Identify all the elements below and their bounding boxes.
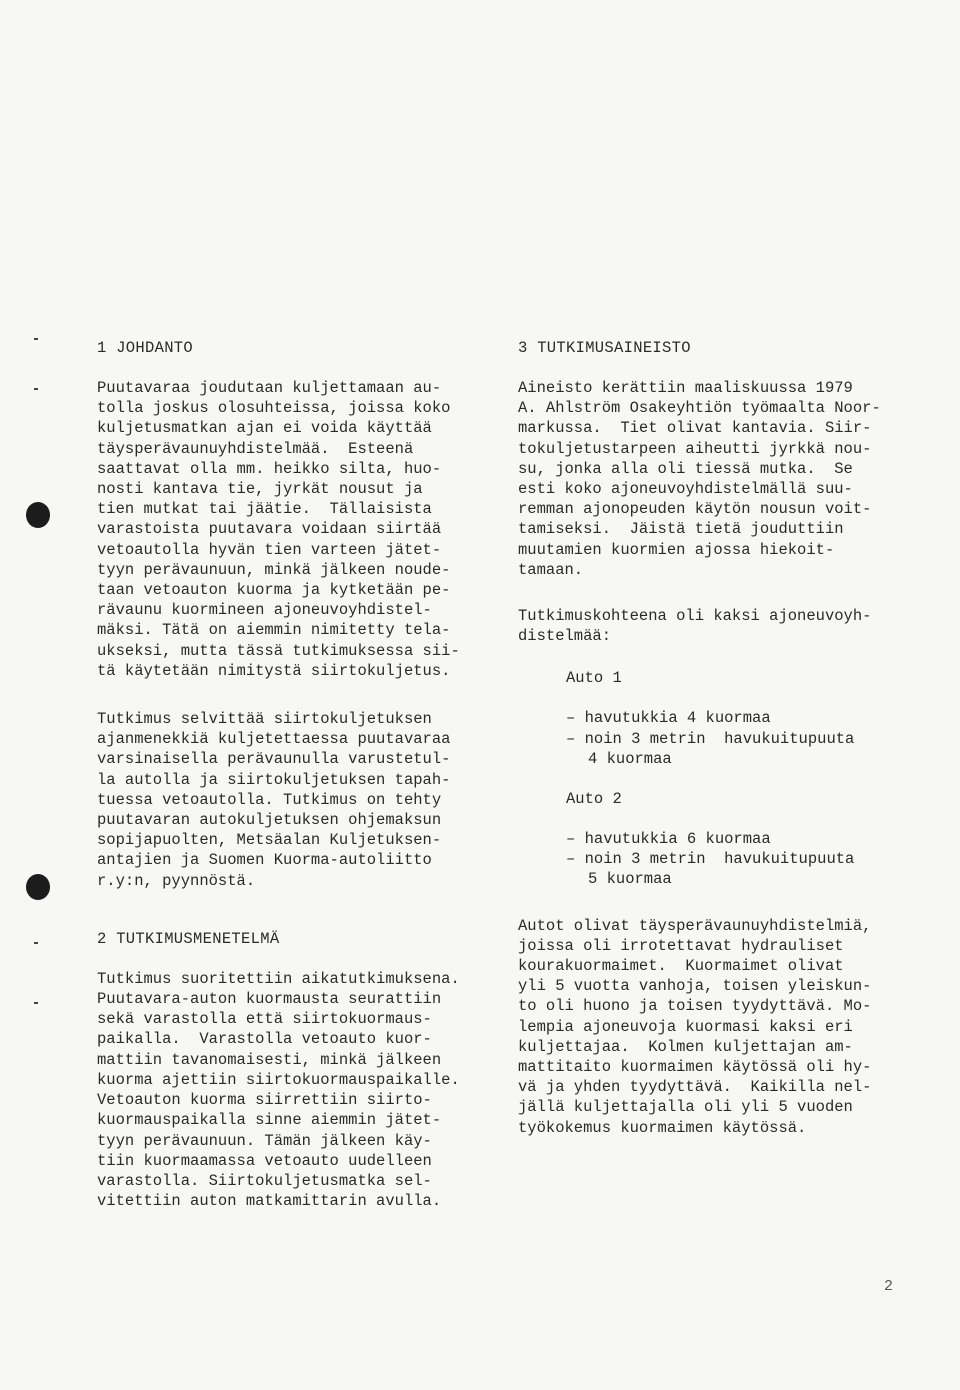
text-line: tamaan. — [518, 560, 584, 579]
text-line: jällä kuljettajalla oli yli 5 vuoden — [518, 1098, 853, 1117]
text-line: antajien ja Suomen Kuorma-autoliitto — [97, 851, 432, 870]
text-line: A. Ahlström Osakeyhtiön työmaalta Noor- — [518, 399, 881, 418]
text-line: kuormauspaikalla sinne aiemmin jätet- — [97, 1111, 442, 1130]
text-line: to oli huono ja toisen tyydyttävä. Mo- — [518, 997, 872, 1016]
list-item: – havutukkia 6 kuormaa — [566, 830, 771, 849]
text-line: Vetoauton kuorma siirrettiin siirto- — [97, 1091, 432, 1110]
text-line: ukseksi, mutta tässä tutkimuksessa sii- — [97, 641, 460, 660]
text-line: vitettiin auton matkamittarin avulla. — [97, 1192, 442, 1211]
text-line: työkokemus kuormaimen käytössä. — [518, 1118, 807, 1137]
list-item: – noin 3 metrin havukuitupuuta — [566, 850, 855, 869]
text-line: remman ajonopeuden käytön nousun voit- — [518, 500, 872, 519]
text-line: sekä varastolla että siirtokuormaus- — [97, 1010, 432, 1029]
section-heading-menetelma: 2 TUTKIMUSMENETELMÄ — [97, 929, 280, 948]
text-line: saattavat olla mm. heikko silta, huo- — [97, 459, 442, 478]
section-heading-aineisto: 3 TUTKIMUSAINEISTO — [518, 339, 691, 357]
auto2-list — [566, 829, 903, 890]
paragraph-johdanto — [97, 378, 492, 681]
text-line: kuorma ajettiin siirtokuormauspaikalle. — [97, 1070, 460, 1089]
right-column — [518, 338, 903, 1160]
list-item: – havutukkia 4 kuormaa — [566, 709, 771, 728]
text-line: mäksi. Tätä on aiemmin nimitetty tela- — [97, 621, 451, 640]
auto2-title: Auto 2 — [566, 790, 622, 809]
text-line: tyyn perävaunuun. Tämän jälkeen käy- — [97, 1131, 432, 1150]
text-line: Aineisto kerättiin maaliskuussa 1979 — [518, 379, 853, 397]
margin-tick — [34, 1002, 38, 1004]
text-line: sopijapuolten, Metsäalan Kuljetuksen- — [97, 831, 442, 850]
text-line: tolla joskus olosuhteissa, joissa koko — [97, 399, 451, 418]
text-line: Puutavaraa joudutaan kuljettamaan au- — [97, 379, 442, 397]
text-line: varastoista puutavara voidaan siirtää — [97, 520, 442, 539]
text-line: r.y:n, pyynnöstä. — [97, 871, 256, 890]
text-line: kourakuormaimet. Kuormaimet olivat — [518, 957, 844, 976]
text-line: Tutkimuskohteena oli kaksi ajoneuvoyh- — [518, 607, 872, 626]
text-line: Autot olivat täysperävaunuyhdistelmiä, — [518, 916, 872, 935]
page-number: 2 — [884, 1278, 894, 1295]
text-line: tyyn perävaunuun, minkä jälkeen noude- — [97, 560, 451, 579]
text-line: kuljettajaa. Kolmen kuljettajan am- — [518, 1037, 853, 1056]
text-line: yli 5 vuotta vanhoja, toisen yleiskun- — [518, 977, 872, 996]
text-line: rävaunu kuormineen ajoneuvoyhdistel- — [97, 601, 432, 620]
text-line: mattiin tavanomaisesti, minkä jälkeen — [97, 1050, 442, 1069]
text-line: esti koko ajoneuvoyhdistelmällä suu- — [518, 480, 853, 499]
auto1-title: Auto 1 — [566, 669, 622, 688]
margin-tick — [34, 388, 38, 390]
text-line: joissa oli irrotettavat hydrauliset — [518, 936, 844, 955]
paragraph-kuormaimet — [518, 916, 903, 1138]
text-line: Tutkimus selvittää siirtokuljetuksen — [97, 710, 432, 729]
left-column — [97, 338, 492, 1233]
text-line: vetoautolla hyvän tien varteen jätet- — [97, 540, 442, 559]
punch-hole-bottom — [26, 874, 50, 900]
text-line: Tutkimus suoritettiin aikatutkimuksena. — [97, 969, 460, 988]
text-line: mattitaito kuormaimen käytössä oli hy- — [518, 1058, 872, 1077]
text-line: varastolla. Siirtokuljetusmatka sel- — [97, 1171, 432, 1190]
text-line: tuessa vetoautolla. Tutkimus on tehty — [97, 790, 442, 809]
text-line: tiin kuormaamassa vetoauto uudelleen — [97, 1151, 432, 1170]
text-line: kuljetusmatkan ajan ei voida käyttää — [97, 419, 432, 438]
paragraph-menetelma — [97, 969, 492, 1211]
paragraph-aineisto — [518, 378, 903, 580]
text-line: ajanmenekkiä kuljetettaessa puutavaraa — [97, 730, 451, 749]
text-line: nosti kantava tie, jyrkät nousut ja — [97, 480, 423, 499]
text-line: Puutavara-auton kuormausta seurattiin — [97, 990, 442, 1009]
paragraph-tutkimus — [97, 709, 492, 891]
text-line: tokuljetustarpeen aiheutti jyrkkä nou- — [518, 439, 872, 458]
text-line: la autolla ja siirtokuljetuksen tapah- — [97, 770, 451, 789]
text-line: paikalla. Varastolla vetoauto kuor- — [97, 1030, 432, 1049]
list-item: 5 kuormaa — [588, 870, 672, 889]
paragraph-kohteet — [518, 606, 903, 646]
text-line: tä käytetään nimitystä siirtokuljetus. — [97, 661, 451, 680]
text-line: muutamien kuormien ajossa hiekoit- — [518, 540, 835, 559]
text-line: taan vetoauton kuorma ja kytketään pe- — [97, 581, 451, 600]
text-line: täysperävaunuyhdistelmää. Esteenä — [97, 439, 414, 458]
list-item: 4 kuormaa — [588, 749, 672, 768]
text-line: puutavaran autokuljetuksen ohjemaksun — [97, 811, 442, 830]
punch-hole-top — [26, 502, 50, 528]
margin-tick — [34, 942, 38, 944]
text-line: lempia ajoneuvoja kuormasi kaksi eri — [518, 1017, 853, 1036]
margin-tick — [34, 338, 38, 340]
text-line: tien mutkat tai jäätie. Tällaisista — [97, 500, 432, 519]
auto1-list — [566, 708, 903, 769]
text-line: vä ja yhden tyydyttävä. Kaikilla nel- — [518, 1078, 872, 1097]
text-line: distelmää: — [518, 627, 612, 646]
text-line: tamiseksi. Jäistä tietä jouduttiin — [518, 520, 844, 539]
text-line: varsinaisella perävaunulla varustetul- — [97, 750, 451, 769]
section-heading-johdanto: 1 JOHDANTO — [97, 339, 194, 357]
text-line: su, jonka alla oli tiessä mutka. Se — [518, 459, 853, 478]
list-item: – noin 3 metrin havukuitupuuta — [566, 729, 855, 748]
text-line: markussa. Tiet olivat kantavia. Siir- — [518, 419, 872, 438]
